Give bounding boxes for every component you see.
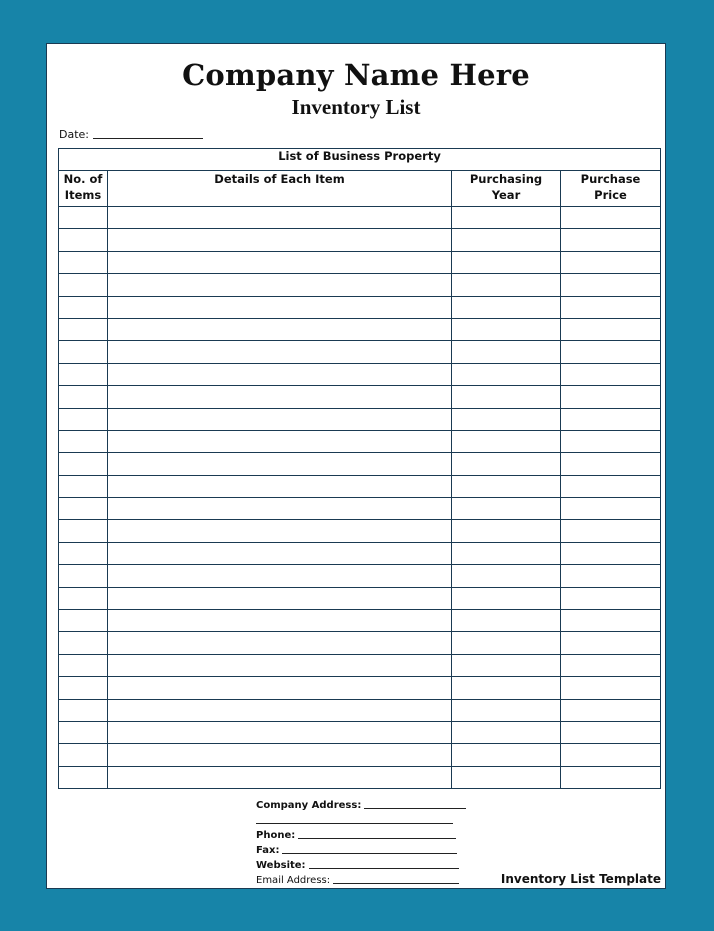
table-row xyxy=(59,520,661,542)
table-row xyxy=(59,587,661,609)
website-blank[interactable] xyxy=(309,858,459,869)
template-label: Inventory List Template xyxy=(500,872,661,886)
date-field[interactable] xyxy=(59,128,203,141)
column-header-purchasing-year xyxy=(452,171,561,207)
cell-details[interactable] xyxy=(108,274,452,296)
fax-label: Fax: xyxy=(256,845,280,856)
cell-details[interactable] xyxy=(108,565,452,587)
phone-blank[interactable] xyxy=(298,828,456,839)
cell-purchase-price[interactable] xyxy=(561,430,661,452)
cell-purchasing-year[interactable] xyxy=(452,363,561,385)
table-row xyxy=(59,274,661,296)
contact-footer xyxy=(256,798,466,888)
cell-details[interactable] xyxy=(108,229,452,251)
website-field[interactable] xyxy=(256,858,466,873)
cell-purchasing-year[interactable] xyxy=(452,229,561,251)
cell-details[interactable] xyxy=(108,542,452,564)
cell-details[interactable] xyxy=(108,498,452,520)
table-row xyxy=(59,318,661,340)
cell-purchasing-year[interactable] xyxy=(452,721,561,743)
cell-no-of-items[interactable] xyxy=(59,430,108,452)
cell-purchase-price[interactable] xyxy=(561,408,661,430)
email-label: Email Address: xyxy=(256,875,331,886)
cell-details[interactable] xyxy=(108,654,452,676)
column-header-line: No. of xyxy=(63,172,103,186)
cell-details[interactable] xyxy=(108,453,452,475)
cell-purchase-price[interactable] xyxy=(561,274,661,296)
cell-purchase-price[interactable] xyxy=(561,207,661,229)
cell-details[interactable] xyxy=(108,744,452,766)
cell-no-of-items[interactable] xyxy=(59,318,108,340)
cell-purchasing-year[interactable] xyxy=(452,677,561,699)
cell-details[interactable] xyxy=(108,677,452,699)
table-row xyxy=(59,296,661,318)
table-row xyxy=(59,699,661,721)
cell-no-of-items[interactable] xyxy=(59,296,108,318)
date-label: Date: xyxy=(59,128,89,141)
cell-purchase-price[interactable] xyxy=(561,654,661,676)
cell-no-of-items[interactable] xyxy=(59,632,108,654)
table-row xyxy=(59,251,661,273)
cell-details[interactable] xyxy=(108,520,452,542)
company-address-field[interactable] xyxy=(256,798,466,813)
cell-purchase-price[interactable] xyxy=(561,766,661,788)
cell-purchasing-year[interactable] xyxy=(452,296,561,318)
table-row xyxy=(59,363,661,385)
email-blank[interactable] xyxy=(333,873,459,884)
cell-details[interactable] xyxy=(108,408,452,430)
column-header-line: Purchase xyxy=(580,172,641,186)
cell-purchase-price[interactable] xyxy=(561,229,661,251)
website-label: Website: xyxy=(256,860,306,871)
table-row xyxy=(59,766,661,788)
cell-details[interactable] xyxy=(108,475,452,497)
cell-no-of-items[interactable] xyxy=(59,520,108,542)
column-header-line: Purchasing xyxy=(469,172,543,186)
cell-purchasing-year[interactable] xyxy=(452,744,561,766)
cell-no-of-items[interactable] xyxy=(59,274,108,296)
cell-no-of-items[interactable] xyxy=(59,386,108,408)
cell-purchase-price[interactable] xyxy=(561,542,661,564)
cell-purchase-price[interactable] xyxy=(561,632,661,654)
column-header-line: Items xyxy=(64,188,102,202)
table-row xyxy=(59,475,661,497)
company-address-blank-2[interactable] xyxy=(256,813,453,824)
cell-details[interactable] xyxy=(108,386,452,408)
cell-purchase-price[interactable] xyxy=(561,386,661,408)
cell-purchase-price[interactable] xyxy=(561,520,661,542)
cell-purchase-price[interactable] xyxy=(561,498,661,520)
column-header-purchase-price xyxy=(561,171,661,207)
cell-purchasing-year[interactable] xyxy=(452,587,561,609)
cell-no-of-items[interactable] xyxy=(59,587,108,609)
cell-purchasing-year[interactable] xyxy=(452,699,561,721)
fax-field[interactable] xyxy=(256,843,466,858)
cell-purchasing-year[interactable] xyxy=(452,408,561,430)
column-header-no-of-items xyxy=(59,171,108,207)
inventory-table xyxy=(58,148,661,789)
cell-purchase-price[interactable] xyxy=(561,296,661,318)
document-title: Inventory List xyxy=(291,95,421,119)
cell-purchasing-year[interactable] xyxy=(452,542,561,564)
cell-purchase-price[interactable] xyxy=(561,721,661,743)
table-row xyxy=(59,654,661,676)
company-address-label: Company Address: xyxy=(256,800,362,811)
cell-purchasing-year[interactable] xyxy=(452,565,561,587)
cell-purchase-price[interactable] xyxy=(561,587,661,609)
cell-purchase-price[interactable] xyxy=(561,610,661,632)
cell-purchasing-year[interactable] xyxy=(452,475,561,497)
inventory-table-body xyxy=(59,207,661,789)
table-row xyxy=(59,721,661,743)
cell-no-of-items[interactable] xyxy=(59,721,108,743)
cell-no-of-items[interactable] xyxy=(59,363,108,385)
table-row xyxy=(59,542,661,564)
fax-blank[interactable] xyxy=(282,843,457,854)
cell-details[interactable] xyxy=(108,251,452,273)
cell-details[interactable] xyxy=(108,363,452,385)
table-row xyxy=(59,677,661,699)
cell-details[interactable] xyxy=(108,766,452,788)
cell-purchase-price[interactable] xyxy=(561,341,661,363)
cell-no-of-items[interactable] xyxy=(59,744,108,766)
company-name-title: Company Name Here xyxy=(182,58,530,92)
table-row xyxy=(59,610,661,632)
cell-purchasing-year[interactable] xyxy=(452,207,561,229)
cell-details[interactable] xyxy=(108,207,452,229)
cell-purchasing-year[interactable] xyxy=(452,632,561,654)
email-field[interactable] xyxy=(256,873,466,888)
cell-purchasing-year[interactable] xyxy=(452,274,561,296)
cell-details[interactable] xyxy=(108,721,452,743)
table-row xyxy=(59,453,661,475)
cell-no-of-items[interactable] xyxy=(59,654,108,676)
table-row xyxy=(59,565,661,587)
cell-purchase-price[interactable] xyxy=(561,363,661,385)
cell-no-of-items[interactable] xyxy=(59,475,108,497)
cell-details[interactable] xyxy=(108,296,452,318)
inventory-page xyxy=(46,43,666,889)
cell-purchasing-year[interactable] xyxy=(452,498,561,520)
company-address-blank[interactable] xyxy=(364,798,466,809)
table-row xyxy=(59,341,661,363)
column-header-line: Price xyxy=(594,188,627,202)
cell-details[interactable] xyxy=(108,341,452,363)
cell-purchase-price[interactable] xyxy=(561,744,661,766)
cell-no-of-items[interactable] xyxy=(59,229,108,251)
phone-label: Phone: xyxy=(256,830,296,841)
table-row xyxy=(59,386,661,408)
cell-purchasing-year[interactable] xyxy=(452,341,561,363)
cell-details[interactable] xyxy=(108,430,452,452)
table-row xyxy=(59,207,661,229)
cell-details[interactable] xyxy=(108,318,452,340)
cell-purchase-price[interactable] xyxy=(561,318,661,340)
cell-purchasing-year[interactable] xyxy=(452,318,561,340)
cell-no-of-items[interactable] xyxy=(59,408,108,430)
cell-purchase-price[interactable] xyxy=(561,677,661,699)
cell-details[interactable] xyxy=(108,587,452,609)
table-row xyxy=(59,632,661,654)
cell-purchasing-year[interactable] xyxy=(452,430,561,452)
cell-purchasing-year[interactable] xyxy=(452,520,561,542)
table-row xyxy=(59,430,661,452)
table-row xyxy=(59,408,661,430)
cell-details[interactable] xyxy=(108,632,452,654)
cell-no-of-items[interactable] xyxy=(59,610,108,632)
cell-purchasing-year[interactable] xyxy=(452,610,561,632)
column-header-details xyxy=(108,171,452,207)
table-row xyxy=(59,498,661,520)
table-row xyxy=(59,744,661,766)
cell-no-of-items[interactable] xyxy=(59,498,108,520)
cell-purchasing-year[interactable] xyxy=(452,251,561,273)
cell-no-of-items[interactable] xyxy=(59,251,108,273)
cell-purchase-price[interactable] xyxy=(561,453,661,475)
cell-no-of-items[interactable] xyxy=(59,207,108,229)
company-address-second-line[interactable] xyxy=(256,813,466,828)
cell-purchase-price[interactable] xyxy=(561,251,661,273)
column-header-line: Details of Each Item xyxy=(214,172,345,186)
table-caption: List of Business Property xyxy=(59,149,661,171)
cell-no-of-items[interactable] xyxy=(59,699,108,721)
cell-no-of-items[interactable] xyxy=(59,565,108,587)
cell-purchase-price[interactable] xyxy=(561,475,661,497)
column-header-line: Year xyxy=(491,188,521,202)
table-row xyxy=(59,229,661,251)
cell-purchasing-year[interactable] xyxy=(452,654,561,676)
cell-details[interactable] xyxy=(108,610,452,632)
cell-no-of-items[interactable] xyxy=(59,453,108,475)
cell-no-of-items[interactable] xyxy=(59,542,108,564)
cell-purchasing-year[interactable] xyxy=(452,386,561,408)
phone-field[interactable] xyxy=(256,828,466,843)
cell-no-of-items[interactable] xyxy=(59,677,108,699)
date-blank-line[interactable] xyxy=(93,128,203,139)
cell-no-of-items[interactable] xyxy=(59,341,108,363)
cell-purchasing-year[interactable] xyxy=(452,766,561,788)
cell-no-of-items[interactable] xyxy=(59,766,108,788)
cell-purchase-price[interactable] xyxy=(561,565,661,587)
cell-details[interactable] xyxy=(108,699,452,721)
cell-purchasing-year[interactable] xyxy=(452,453,561,475)
cell-purchase-price[interactable] xyxy=(561,699,661,721)
